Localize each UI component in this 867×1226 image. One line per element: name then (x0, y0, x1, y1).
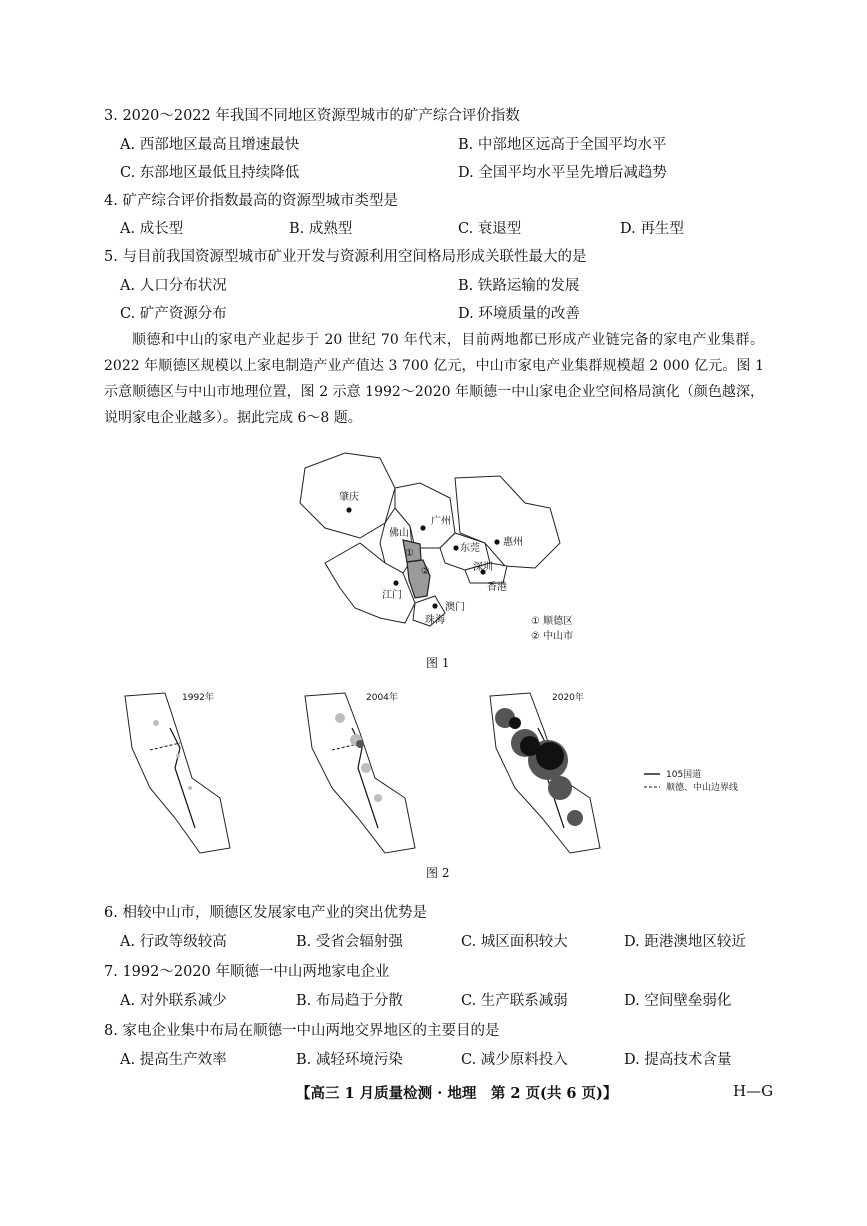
zhuhai-point (432, 603, 437, 608)
q7-option-b: B. 布局趋于分散 (296, 993, 403, 1009)
q3-option-c: C. 东部地区最低且持续降低 (120, 165, 300, 181)
q6-option-b: B. 受省会辐射强 (296, 934, 403, 950)
marker-zhongshan: ② (421, 566, 430, 577)
question-4-stem: 4. 矿产综合评价指数最高的资源型城市类型是 (104, 193, 398, 209)
page-footer: 【高三 1 月质量检测 · 地理 第 2 页(共 6 页)】 (296, 1085, 618, 1102)
q5-option-a: A. 人口分布状况 (120, 278, 227, 294)
q5-option-b: B. 铁路运输的发展 (458, 278, 580, 294)
question-6-stem: 6. 相较中山市，顺德区发展家电产业的突出优势是 (104, 905, 427, 921)
jiangmen-point (393, 580, 398, 585)
label-jiangmen: 江门 (382, 590, 402, 601)
legend-boundary: 顺德、中山边界线 (666, 783, 739, 793)
question-7-stem: 7. 1992～2020 年顺德一中山两地家电企业 (104, 964, 390, 980)
q6-option-c: C. 城区面积较大 (461, 934, 568, 950)
label-huizhou: 惠州 (503, 537, 523, 548)
passage-text: 顺德和中山的家电产业起步于 20 世纪 70 年代末，目前两地都已形成产业链完备的家电产业集群。2022 年顺德区规模以上家电制造产业产值达 3 700 亿元，中山市家电产业集群规模超 2 000 亿元。图 1 示意顺德区与中山市地理位置，图 2 示意 1992～2020 年顺德一中山家电企业空间格局演化（颜色越深，说明家电企业越多）。据此完成 6～8 题。 (104, 332, 764, 426)
label-zhaoqing: 肇庆 (339, 492, 359, 503)
q4-option-d: D. 再生型 (620, 221, 684, 237)
exam-code: H—G (733, 1082, 774, 1100)
q7-option-d: D. 空间壁垒弱化 (624, 993, 732, 1009)
year-2004: 2004年 (366, 693, 398, 703)
legend-shunde: ① 顺德区 (531, 616, 574, 627)
huizhou-point (494, 539, 499, 544)
q6-option-d: D. 距港澳地区较近 (624, 934, 746, 950)
dongguan-point (453, 545, 458, 550)
year-1992: 1992年 (182, 693, 214, 703)
q6-option-a: A. 行政等级较高 (120, 934, 227, 950)
figure-2-maps (120, 688, 760, 858)
q7-option-a: A. 对外联系减少 (120, 993, 227, 1009)
figure-1-caption: 图 1 (426, 656, 450, 670)
q3-option-b: B. 中部地区远高于全国平均水平 (458, 137, 667, 153)
q4-option-b: B. 成熟型 (289, 221, 353, 237)
q8-option-d: D. 提高技术含量 (624, 1052, 732, 1068)
q7-option-c: C. 生产联系减弱 (461, 993, 568, 1009)
legend-road: 105国道 (666, 770, 702, 780)
label-macau: 澳门 (445, 602, 465, 613)
label-guangzhou: 广州 (431, 516, 451, 527)
q8-option-c: C. 减少原料投入 (461, 1052, 568, 1068)
figure-2-caption: 图 2 (426, 866, 450, 880)
q8-option-b: B. 减轻环境污染 (296, 1052, 403, 1068)
label-shenzhen: 深圳 (473, 562, 493, 573)
label-foshan: 佛山 (389, 528, 409, 539)
zhaoqing-point (346, 507, 351, 512)
outline-1992 (125, 693, 230, 853)
legend-zhongshan: ② 中山市 (531, 631, 574, 642)
label-zhuhai: 珠海 (425, 615, 445, 626)
marker-shunde: ① (405, 548, 414, 559)
q8-option-a: A. 提高生产效率 (120, 1052, 227, 1068)
label-hongkong: 香港 (487, 582, 507, 593)
q3-option-d: D. 全国平均水平呈先增后减趋势 (458, 165, 667, 181)
q5-option-d: D. 环境质量的改善 (458, 306, 580, 322)
question-8-stem: 8. 家电企业集中布局在顺德一中山两地交界地区的主要目的是 (104, 1023, 500, 1039)
guangzhou-point (420, 525, 425, 530)
figure-1-map (285, 448, 765, 648)
q4-option-c: C. 衰退型 (458, 221, 522, 237)
q5-option-c: C. 矿产资源分布 (120, 306, 227, 322)
question-3-stem: 3. 2020～2022 年我国不同地区资源型城市的矿产综合评价指数 (104, 108, 520, 124)
label-dongguan: 东莞 (460, 543, 480, 554)
q4-option-a: A. 成长型 (120, 221, 184, 237)
q3-option-a: A. 西部地区最高且增速最快 (120, 137, 300, 153)
question-5-stem: 5. 与目前我国资源型城市矿业开发与资源利用空间格局形成关联性最大的是 (104, 249, 587, 265)
year-2020: 2020年 (552, 693, 584, 703)
